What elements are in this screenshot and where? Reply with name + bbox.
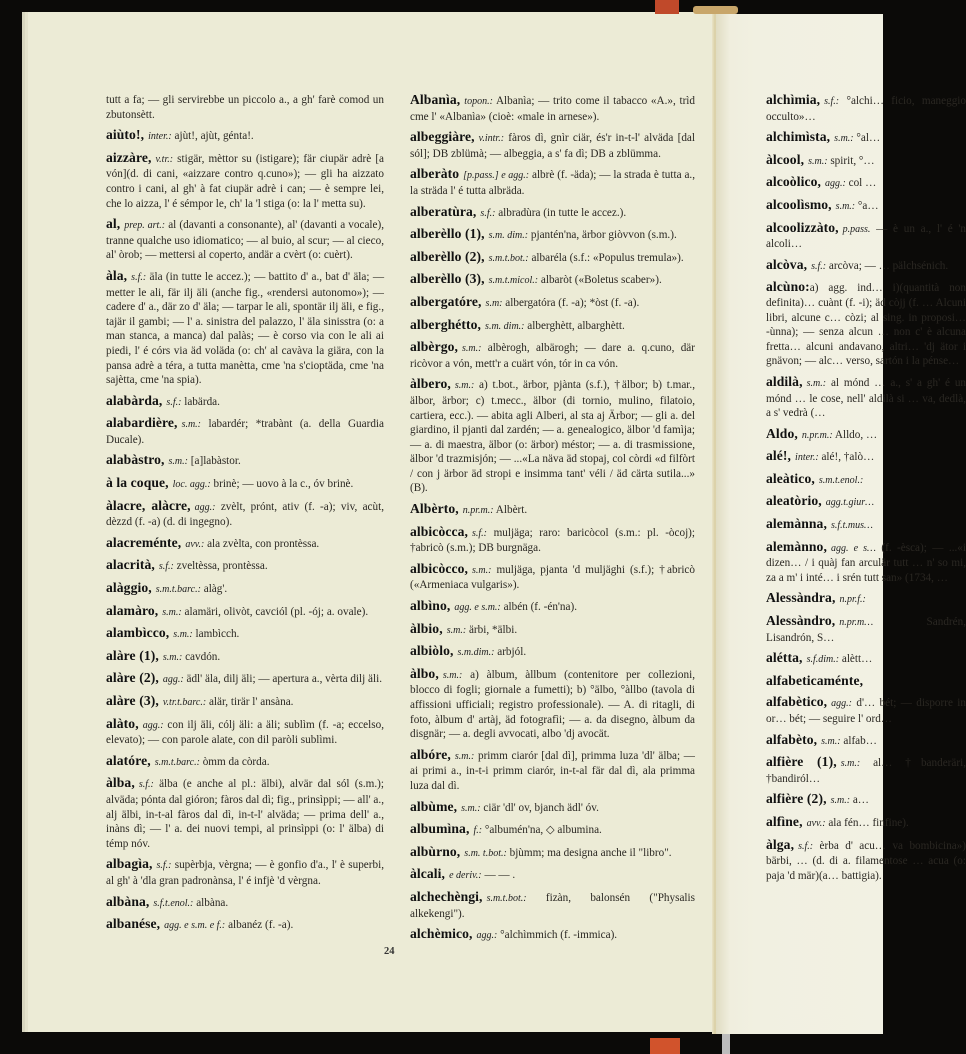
entry-definition: älba (e anche al pl.: älbi), alvär dal sól (s.m.); alväda; pónta dal gióron; fàros dal dì; fig., prinsìppi; — all' a., alj älbi, in-t-al fàros dal dì, in-t-l' alväda; — prima dell' a., inàns dì; — l' a. dei nuovi tempi, al prinsìppi (o: l' älba) di témp nóv. (106, 778, 384, 850)
entry-grammar-label: avv.: (806, 817, 826, 829)
entry-definition: ala zvèlta, con prontèssa. (207, 537, 320, 550)
dictionary-entry (410, 167, 695, 198)
entry-headword: àlba, (106, 775, 135, 791)
entry-grammar-label: n.pr.m.: (462, 505, 494, 517)
entry-headword: àlbo, (410, 665, 439, 681)
entry-grammar-label: s.m.: (821, 735, 841, 747)
entry-grammar-label: n.pr.m… (839, 617, 874, 629)
entry-grammar-label: s.m.: (162, 606, 182, 618)
dictionary-entry (766, 93, 966, 124)
dictionary-entry (106, 499, 384, 530)
entry-headword: albìno, (410, 598, 451, 614)
entry-grammar-label: agg.t.giur… (825, 497, 875, 509)
entry-definition: äla (in tutte le accez.); — battito d' a., bat d' äla; — metter le ali, fär ilj äli (anche fig., «rendersi autonomo»); — cadere d' a., där zo d' äla; — tarpar le ali, spontär ilj äli, e fig., tajär il gambi; — l' a. sinistra del palazzo, l' äla sinisstra (o: a man stanca, a manca) dal palàs; — è corso via con le ali ai piedi, l' é córs via äd voläda (o: ch' al cavàva la giära, con la pansa adrè a téra, a tutta manètta, cme 'na s'cioptäda, cme 'na sajètta, cme 'na spia). (106, 270, 385, 387)
entry-definition: albradùra (in tutte le accez.). (498, 206, 627, 219)
dictionary-entry (106, 671, 384, 688)
entry-grammar-label: s.f.: (798, 840, 814, 852)
entry-headword: alchìmia, (766, 92, 821, 107)
entry-definition: a) t.bot., ärbor, pjànta (s.f.), †älbor; b) t.mar., älbor, ärbor; c) t.mecc., älbor (di tornio, mulino, filatoio, cartiera, ecc.). — abita agli Alberi, al sta aj Ärbor; — gli a. del giardino, il pjanti dal zardén; — a. genealogico, älbor 'd famìja; — a. di maestra, älbor (o: ärbor) méstor; — a. di trasmissione, älbor 'd trazmisjón; — ...«La näva äd stopaj, col còrdi «d filfòrt / con j ärbor äd stropi e insimma tant' véli / äd cärta sutila...» (B). (410, 379, 696, 495)
entry-definition: alètt… (841, 653, 873, 666)
dictionary-entry (766, 674, 966, 690)
dictionary-entry (766, 517, 966, 534)
entry-grammar-label: [p.pass.] e agg.: (463, 170, 530, 182)
entry-definition: labärda. (184, 395, 220, 408)
entry-grammar-label: s.f.dim.: (806, 654, 840, 666)
entry-headword: alàre (3), (106, 693, 159, 708)
entry-headword: alabàstro, (106, 452, 165, 468)
entry-grammar-label: s.m.: (835, 200, 856, 212)
dictionary-entry (410, 822, 695, 839)
entry-grammar-label: p.pass. (842, 223, 871, 235)
entry-grammar-label: agg.: (142, 719, 164, 731)
entry-headword: alabàrda, (106, 392, 163, 408)
entry-grammar-label: agg.: (824, 178, 846, 190)
dictionary-entry (410, 667, 695, 742)
dictionary-entry (766, 153, 966, 170)
entry-grammar-label: s.f.: (138, 779, 154, 791)
entry-definition: d'… bét; — disporre in or… bét; — seguire l' ord… (766, 697, 966, 725)
entry-definition: Sandrén, Lisandrón, S… (766, 616, 966, 644)
dictionary-entry (766, 494, 966, 511)
dictionary-entry (766, 427, 966, 444)
entry-headword: alchechèngi, (410, 888, 483, 904)
dictionary-entry (766, 280, 966, 369)
entry-grammar-label: s.m.: (454, 380, 475, 392)
entry-headword: alamàro, (106, 602, 159, 618)
entry-definition: albèrogh, albärogh; — dare a. q.cuno, där ricòvor a vón, mett'r a cuärt vón, tór in ca vón. (410, 342, 695, 370)
entry-definition: cavdón. (185, 650, 221, 663)
entry-headword: albicòcca, (410, 523, 469, 539)
entry-headword: alberàto (410, 166, 460, 182)
entry-headword: aleàtico, (766, 470, 815, 486)
entry-headword: alabardière, (106, 415, 178, 431)
entry-grammar-label: n.pr.m.: (801, 429, 833, 441)
right-page-clip (716, 0, 966, 1054)
column-3 (766, 93, 966, 889)
dictionary-entry (766, 175, 966, 192)
dictionary-entry (106, 917, 384, 934)
bookmark-ribbon-top (655, 0, 679, 14)
entry-definition: muljäga, pjanta 'd muljäghi (s.f.); †abricò («Armeniaca vulgaris»). (410, 563, 695, 592)
entry-headword: àlacre, alàcre, (106, 497, 191, 513)
dictionary-entry (766, 792, 966, 809)
entry-headword: aizzàre, (106, 149, 152, 165)
entry-headword: alcoolìsmo, (766, 196, 832, 212)
entry-definition: ciär 'dl' ov, bjanch ädl' óv. (483, 801, 599, 814)
entry-definition: fizàn, balonsén ("Physalis alkekengi"). (410, 891, 696, 920)
entry-headword: alétta, (766, 650, 803, 666)
entry-headword: alfière (2), (766, 791, 827, 807)
dictionary-entry (410, 295, 695, 312)
dictionary-entry (106, 151, 384, 211)
dictionary-entry (410, 562, 695, 593)
entry-definition: lambìcch. (195, 628, 240, 641)
entry-definition: ärbi, *älbi. (468, 623, 518, 636)
dictionary-entry (106, 895, 384, 912)
entry-grammar-label: s.m.: (442, 669, 463, 681)
dictionary-entry (106, 776, 384, 851)
entry-grammar-label: s.m.t.barc.: (155, 584, 201, 596)
entry-headword: alemànna, (766, 516, 827, 532)
entry-headword: Albanìa, (410, 92, 461, 107)
entry-headword: àlcali, (410, 866, 446, 882)
entry-definition: zvèlt, prónt, ativ (f. -a); viv, acùt, dèzzd (f. -a) (d. di ingegno). (106, 500, 384, 529)
entry-definition: alé!, †alò… (821, 451, 875, 464)
entry-definition: albanéz (f. -a). (228, 919, 294, 932)
dictionary-entry (766, 755, 966, 786)
entry-definition: pjantén'na, ärbor giòvvon (s.m.). (530, 229, 677, 242)
entry-grammar-label: s.m.t.bot.: (488, 252, 529, 264)
dictionary-entry (410, 318, 695, 335)
entry-headword: àlcool, (766, 151, 805, 167)
entry-grammar-label: agg. e s.m. e f.: (164, 920, 226, 932)
dictionary-entry (106, 476, 384, 493)
dictionary-entry (766, 815, 966, 832)
entry-headword: alambìcco, (106, 625, 170, 641)
entry-grammar-label: s.m: (485, 297, 503, 309)
entry-headword: albumìna, (410, 821, 470, 837)
dictionary-entry (106, 581, 384, 598)
dictionary-entry (410, 867, 695, 884)
entry-grammar-label: s.m. dim.: (485, 320, 525, 332)
entry-grammar-label: v.tr.: (155, 153, 174, 165)
entry-definition: fàros dì, gnìr ciär, és'r in-t-l' alväda [dal sól]; DB zblümà; — albeggia, a s' fa dì; DB a zblümma. (410, 132, 696, 160)
dictionary-entry (410, 927, 695, 944)
dictionary-entry (106, 717, 384, 748)
dictionary-entry (410, 502, 695, 519)
entry-definition: ala fén… finfine). (828, 816, 909, 829)
entry-grammar-label: inter.: (795, 452, 819, 464)
dictionary-entry (766, 651, 966, 668)
entry-headword: alacreménte, (106, 534, 182, 550)
entry-definition: ädl' äla, dilj äli; — apertura a., vèrta dilj äli. (186, 673, 383, 686)
entry-grammar-label: s.m.t.barc.: (154, 756, 200, 768)
entry-headword: alfabètico, (766, 694, 828, 710)
dictionary-entry (766, 198, 966, 215)
entry-definition: al mónd … a., s' a gh' é un mónd … le cose, nell' aldilà si … va, dedlà, a s' vedrà (… (766, 376, 966, 420)
entry-grammar-label: avv.: (185, 538, 205, 550)
entry-definition: °al… (856, 132, 881, 145)
entry-grammar-label: prep. art.: (124, 220, 166, 232)
entry-headword: albiòlo, (410, 643, 454, 659)
dictionary-entry (766, 472, 966, 489)
entry-headword: alfabèto, (766, 731, 818, 747)
dictionary-entry (410, 622, 695, 639)
dictionary-entry (106, 604, 384, 621)
dictionary-entry (410, 845, 695, 862)
entry-headword: Albèrto, (410, 501, 459, 517)
entry-grammar-label: s.f.: (156, 860, 172, 872)
entry-definition: stigär, mèttor su (istigare); fär ciupär adrè [a vón](d. di cani, «aizzare contro q.cuno»); — gli ha aizzato contro i cani, al gh' à fat ciupär adrè i can; — è sempre lei, che lo aizza, l' é sémpor le, ch' la 'l stiga (o: la l' metta su). (106, 152, 385, 210)
entry-definition: con ilj äli, cólj äli: a äli; sublìm (f. -a; eccelso, elevato); — con parole alate, con dil paròli sublìmi. (106, 718, 384, 747)
entry-grammar-label: s.f.: (131, 271, 147, 283)
entry-headword: alberèllo (1), (410, 226, 485, 242)
entry-definition: spirit, °… (830, 154, 875, 167)
entry-headword: àlbero, (410, 376, 451, 392)
dictionary-entry (106, 536, 384, 553)
entry-headword: alatóre, (106, 752, 151, 768)
entry-definition: albén (f. -én'na). (503, 601, 578, 614)
dictionary-entry (766, 258, 966, 275)
entry-headword: aiùto!, (106, 127, 145, 143)
entry-definition: albaréla (s.f.: «Populus tremula»). (531, 251, 684, 264)
dictionary-entry (410, 890, 695, 921)
dictionary-entry (410, 205, 695, 222)
entry-definition: primm ciarór [dal dì], primma luza 'dl' älba; — ai primi a., in-t-i primm ciarór, in-t-al fär dal dì, ala primma luza dal dì. (410, 749, 695, 792)
entry-definition: albrè (f. -äda); — la strada è tutta a., la sträda l' é tutta albräda. (410, 169, 696, 197)
entry-definition: bjùmm; ma designa anche il "libro". (509, 846, 672, 859)
dictionary-entry (766, 614, 966, 645)
dictionary-entry (410, 250, 695, 267)
entry-grammar-label: s.f.: (811, 260, 827, 272)
entry-grammar-label: s.f.t.enol.: (153, 897, 194, 909)
entry-headword: alemànno, (766, 538, 827, 554)
dictionary-entry (410, 599, 695, 616)
entry-definition: alamäri, olivòt, cavciól (pl. -ój; a. ovale). (184, 605, 369, 618)
dictionary-entry (410, 340, 695, 371)
entry-definition: Albèrt. (495, 504, 528, 517)
dictionary-entry (766, 838, 966, 884)
entry-grammar-label: s.m.dim.: (457, 647, 495, 659)
column-2 (410, 93, 695, 950)
entry-headword: albàna, (106, 893, 150, 909)
entry-grammar-label: s.m.t.bot.: (486, 892, 527, 904)
entry-definition: arbjól. (497, 646, 527, 659)
entry-grammar-label: s.m.: (181, 419, 202, 431)
entry-grammar-label: e deriv.: (449, 870, 482, 882)
entry-headword: alfìne, (766, 813, 803, 829)
entry-grammar-label: s.m.: (162, 651, 183, 663)
entry-headword: albùme, (410, 798, 458, 814)
dictionary-entry (106, 453, 384, 470)
dictionary-entry (106, 128, 384, 145)
entry-definition: a) agg. ind… i)(quantità non definita)… cuànt (f. -i); äd còjj (f. … Alcuni libri, alcune c… còzi; al sing. in proposi… -ùnna); — senza alcun … non c' è alcuna fretta… alcuni andavano, altri… 'dj ätor i gnävon; — alc… verso, sartón i la pénse… (766, 282, 966, 368)
entry-grammar-label: n.pr.f.: (839, 594, 866, 606)
entry-definition: al (davanti a consonante), al' (davanti a vocale), tranne qualche uso idiomatico; — al buio, al scur; — al cieco, al' òrob; — mettersi al coperto, andär a cvèrt (o: cuèrt). (106, 219, 385, 262)
dictionary-entry (106, 754, 384, 771)
entry-headword: alberghétto, (410, 316, 482, 332)
entry-definition: tutt a fa; — gli servirebbe un piccolo a., a gh' farè comod un zbutonsètt. (106, 94, 384, 121)
entry-grammar-label: s.m. dim.: (488, 230, 529, 242)
entry-grammar-label: s.m.t.micol.: (488, 275, 539, 287)
entry-headword: à la coque, (106, 475, 169, 491)
entry-headword: alchimìsta, (766, 129, 831, 145)
dictionary-entry (106, 394, 384, 411)
entry-headword: alcùno: (766, 279, 810, 295)
entry-definition: albaròt («Boletus scaber»). (540, 274, 662, 287)
entry-definition: alberghètt, albarghètt. (527, 319, 625, 332)
dictionary-entry (106, 694, 384, 711)
entry-definition: alfab… (843, 734, 877, 747)
entry-grammar-label: s.m.: (446, 624, 467, 636)
dictionary-entry (410, 525, 695, 556)
entry-grammar-label: loc. agg.: (172, 479, 211, 491)
entry-definition: òmm da còrda. (202, 755, 270, 768)
entry-headword: alàre (1), (106, 647, 159, 663)
entry-headword: alberèllo (3), (410, 271, 485, 287)
entry-definition: Alldo, … (834, 428, 878, 441)
entry-grammar-label: s.m.t.enol.: (818, 474, 864, 486)
entry-grammar-label: s.m.: (461, 802, 481, 814)
entry-grammar-label: s.f.: (166, 396, 182, 408)
entry-definition: Albanìa; — trito come il tabacco «A.», trìd cme l' «Albanìa» (cioè: «male in arnese»). (410, 95, 695, 123)
dictionary-entry (106, 626, 384, 643)
entry-grammar-label: s.m.: (808, 155, 828, 167)
page-number: 24 (384, 946, 395, 957)
entry-headword: albanése, (106, 916, 161, 932)
entry-definition: a… (852, 794, 869, 807)
dictionary-entry (106, 93, 384, 122)
entry-grammar-label: agg.: (476, 930, 498, 942)
entry-definition: °alchi… ficio, maneggio occulto»… (766, 95, 966, 123)
entry-grammar-label: s.m.: (462, 343, 482, 355)
entry-headword: albeggiàre, (410, 129, 475, 145)
entry-definition: albergatóra (f. -a); *òst (f. -a). (505, 296, 640, 309)
entry-grammar-label: s.f.: (472, 527, 488, 539)
entry-headword: alcoolizzàto, (766, 219, 839, 235)
entry-grammar-label: agg. e s.m.: (454, 602, 501, 614)
entry-grammar-label: s.m.: (168, 456, 188, 468)
entry-definition: a) àlbum, àllbum (contenitore per collezioni, blocco di fogli; giornale a fumetti); b) °älbo, °àllbo (tavola di affissioni ufficiali; registro professionale). — A. di ritagli, di foto, àlbum d' artàj, äd fotografìi; — a. da disegno, àlbum da disgnär; — a. degli avvocati, albo 'dj avocät. (410, 668, 696, 741)
entry-headword: albùrno, (410, 843, 461, 859)
dictionary-entry (106, 649, 384, 666)
entry-definition: ajùt!, ajùt, génta!. (174, 130, 254, 143)
dictionary-entry (106, 558, 384, 575)
entry-definition: albàna. (196, 896, 229, 909)
entry-headword: albèrgo, (410, 339, 458, 355)
dictionary-entry (766, 695, 966, 726)
entry-headword: albagìa, (106, 856, 153, 872)
dictionary-entry (106, 416, 384, 447)
entry-grammar-label: s.f.: (824, 96, 840, 107)
entry-headword: alàto, (106, 715, 139, 731)
entry-definition: brinè; — uovo à la c., óv brinè. (213, 478, 354, 491)
entry-definition: col … (848, 177, 877, 190)
entry-grammar-label: inter.: (148, 131, 172, 143)
entry-grammar-label: s.m.: (840, 758, 861, 770)
entry-definition: °a… (857, 199, 879, 212)
entry-grammar-label: s.m. t.bot.: (464, 847, 507, 859)
entry-grammar-label: f.: (473, 825, 483, 837)
entry-definition: alär, tirär l' ansàna. (208, 696, 294, 708)
dictionary-entry (410, 748, 695, 794)
entry-definition: al… †banderäri, †bandiról… (766, 757, 966, 785)
dictionary-entry (766, 591, 966, 608)
entry-definition: supèrbja, vèrgna; — è gonfio d'a., l' è superbi, al gh' à 'dla gran padronànsa, l' é infjè 'd vèrgna. (106, 859, 384, 887)
dictionary-entry (410, 130, 695, 161)
entry-headword: al, (106, 216, 121, 232)
entry-grammar-label: agg.: (831, 698, 852, 710)
entry-headword: alacrità, (106, 557, 155, 573)
entry-grammar-label: v.intr.: (478, 133, 505, 145)
entry-headword: albóre, (410, 746, 451, 762)
entry-definition: °alchìmmich (f. -immica). (500, 929, 618, 942)
entry-grammar-label: s.m.: (472, 564, 492, 576)
entry-headword: alfabeticaménte, (766, 672, 864, 688)
entry-definition: — è un a., l' é 'n alcoli… (766, 222, 966, 251)
entry-headword: alé!, (766, 448, 792, 464)
entry-headword: Alessàndra, (766, 590, 836, 606)
entry-headword: àla, (106, 267, 128, 283)
entry-grammar-label: s.f.t.mus… (830, 520, 873, 532)
dictionary-entry (106, 217, 384, 263)
entry-headword: àlbio, (410, 620, 443, 636)
entry-grammar-label: agg.: (194, 501, 216, 513)
entry-grammar-label: v.tr.t.barc.: (162, 697, 207, 708)
entry-definition: zveltèssa, prontèssa. (176, 560, 268, 573)
entry-grammar-label: agg. e s… (830, 542, 876, 554)
entry-headword: aleatòrio, (766, 493, 822, 509)
dictionary-entry (106, 269, 384, 388)
entry-headword: alàggio, (106, 580, 152, 596)
entry-grammar-label: s.m.: (834, 133, 854, 145)
column-1 (106, 93, 384, 940)
entry-definition: °albumén'na, ◇ albumina. (484, 824, 602, 837)
dictionary-entry (766, 130, 966, 147)
entry-headword: albergatóre, (410, 293, 482, 309)
entry-grammar-label: agg.: (162, 674, 184, 686)
entry-grammar-label: s.f.: (480, 207, 496, 219)
entry-grammar-label: s.m.: (454, 750, 475, 762)
entry-definition: muljäga; raro: baricòcol (s.m.: pl. -òcoj); †abricò (s.m.); DB burgnäga. (410, 526, 696, 555)
entry-definition: arcòva; — … pälchsénich. (828, 259, 949, 272)
entry-headword: alfière (1), (766, 754, 837, 770)
entry-headword: albicòcco, (410, 560, 469, 576)
entry-headword: alcòva, (766, 256, 808, 272)
dictionary-entry (410, 644, 695, 661)
entry-headword: alchèmico, (410, 926, 473, 942)
entry-grammar-label: s.m.: (806, 377, 827, 389)
entry-headword: alberèllo (2), (410, 248, 485, 264)
entry-headword: Aldo, (766, 425, 798, 441)
entry-headword: aldilà, (766, 373, 803, 389)
entry-headword: alàre (2), (106, 670, 159, 686)
dictionary-entry (410, 272, 695, 289)
entry-definition: [a]labàstor. (190, 455, 241, 468)
dictionary-entry (766, 221, 966, 252)
entry-headword: alberatùra, (410, 203, 477, 219)
dictionary-entry (410, 227, 695, 244)
entry-grammar-label: s.m.: (173, 629, 193, 641)
entry-definition: alàg'. (203, 583, 228, 596)
bookmark-ribbon-bottom (650, 1038, 680, 1054)
entry-grammar-label: s.m.: (830, 795, 851, 807)
dictionary-entry (766, 449, 966, 466)
dictionary-entry (410, 377, 695, 496)
dictionary-entry (410, 93, 695, 124)
dictionary-entry (766, 540, 966, 586)
entry-definition: èrba d' acu… va bombicina») bärbi, … (d. di a. filamentose … acua (o: paja 'd mär)(a… battigia). (766, 839, 966, 882)
entry-definition: (f. -èsca); — ...«i dizen… / i quàj fan arculär tutt … n' so mi, za a m' i inté… i srén tutt san» (1734, … (766, 541, 966, 584)
dictionary-entry (410, 800, 695, 817)
dictionary-entry (766, 733, 966, 750)
entry-grammar-label: s.f.: (158, 561, 174, 573)
dictionary-entry (106, 857, 384, 888)
entry-headword: àlga, (766, 836, 795, 852)
entry-headword: alcoòlico, (766, 174, 821, 190)
entry-grammar-label: topon.: (464, 96, 493, 107)
dictionary-entry (766, 375, 966, 421)
entry-definition: — — . (484, 869, 516, 882)
entry-headword: Alessàndro, (766, 613, 836, 629)
entry-definition: labardér; *trabànt (a. della Guardia Ducale). (106, 418, 385, 446)
